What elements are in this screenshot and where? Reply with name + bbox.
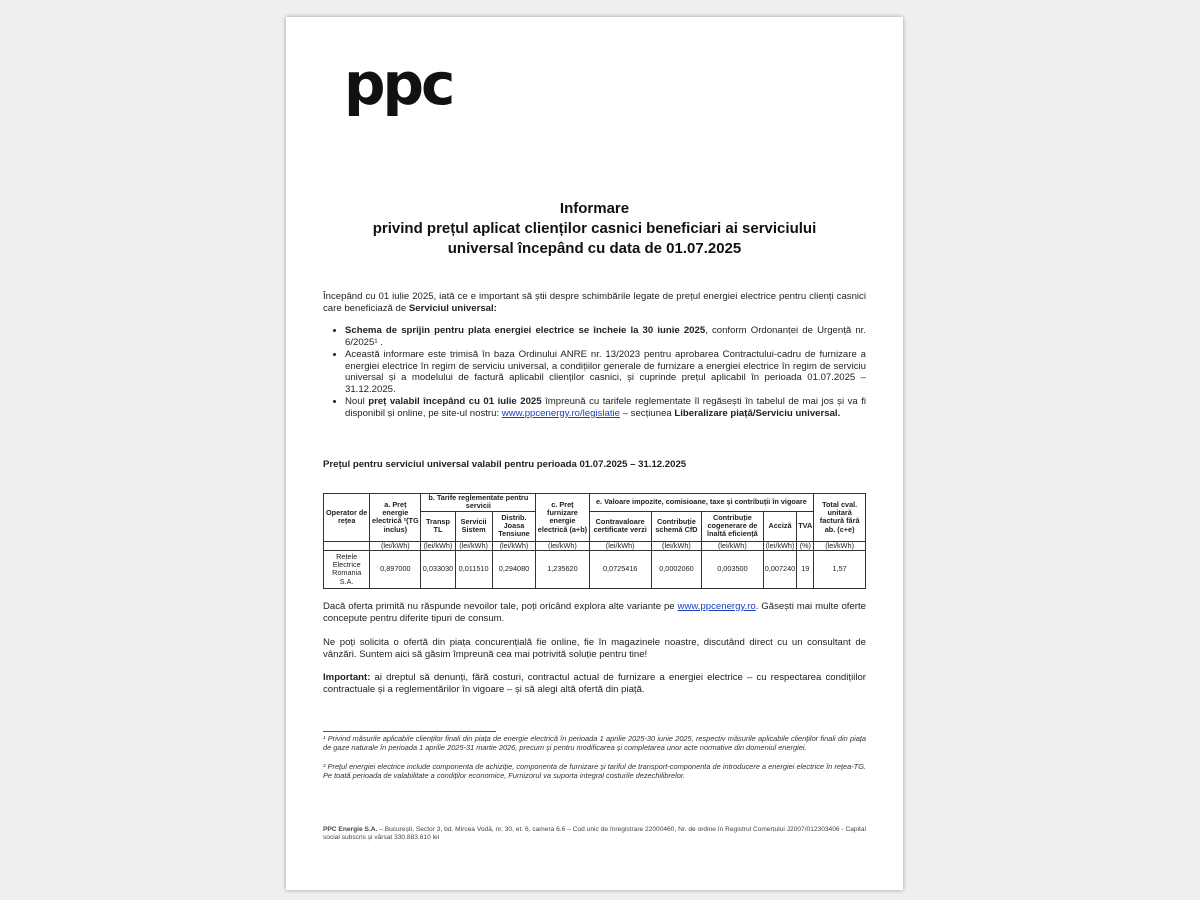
footnote-divider (323, 731, 496, 732)
contact-paragraph: Ne poți solicita o ofertă din piața concurențială fie online, fie în magazinele noastre, discutând direct cu un consultant de vânzări. Suntem aici să găsim împreună cea mai potrivită soluție pentru tine! (323, 637, 866, 660)
intro-paragraph: Începând cu 01 iulie 2025, iată ce e important să știi despre schimbările legate de prețul energiei electrice pentru clienți casnici care beneficiază de Serviciul universal: (323, 291, 866, 314)
page-title: Informare privind prețul aplicat clienților casnici beneficiari ai serviciului universal începând cu data de 01.07.2025 (372, 200, 817, 257)
footnote-2: ² Prețul energiei electrice include componenta de achiziție, componenta de furnizare și tariful de transport-componenta de introducere a energiei electrice în rețea-TG. Pe toată perioada de valabilitate a condiților economice, Furnizorul va suporta integral costurile dezechilibrelor. (323, 762, 866, 780)
bullet-item: • Această informare este trimisă în baza Ordinului ANRE nr. 13/2023 pentru aprobarea Contractului-cadru de furnizare a energiei electrice în regim de serviciu universal, a condițiilor generale de furnizare a energiei electrice în regim de serviciu universal și a modelului de factură aplicabil clienților casnici, și cuprinde prețul aplicabil în perioada 01.07.2025 – 31.12.2025. (345, 349, 866, 395)
bullet-item: • Schema de sprijin pentru plata energiei electrice se încheie la 30 iunie 2025, conform Ordonanței de Urgență nr. 6/2025¹ . (345, 325, 866, 348)
price-table: Operator de rețea a. Preț energie electrică ²(TG inclus) b. Tarife reglementate pentru servicii c. Preț furnizare energie electrică (a+b) e. Valoare impozite, comisioane, taxe și contribuții în vigoare Total cval. unitară factură fără ab. (c+e) Transp TL Servicii Sistem Distrib. Joasa Tensiune Contravaloare certificate verzi Contribuție schemă CfD Contribuție cogenerare de înaltă eficiență Acciză TVA (lei/kWh) (lei/kWh) (lei/kWh) (lei/kWh) (lei/kWh) (lei/kWh) (lei/kWh) (lei/kWh) (lei/kWh) (%) (lei/kWh) Rețele Electrice Romania S.A. 0,897000 0,033030 0,011510 0,294080 1,235620 0,0725416 0,0002060 0,003500 0,007240 19 1,57 (323, 493, 866, 589)
important-paragraph: Important: ai dreptul să denunți, fără costuri, contractul actual de furnizare a energiei electrice – cu respectarea condițiilor contractuale și a reglementărilor în vigoare – și să alegi altă ofertă din piață. (323, 672, 866, 695)
bullet-list (323, 325, 866, 420)
table-title: Prețul pentru serviciul universal valabil pentru perioada 01.07.2025 – 31.12.2025 (323, 459, 687, 470)
offer-paragraph: Dacă oferta primită nu răspunde nevoilor tale, poți oricând explora alte variante pe www.ppcenergy.ro. Găsești mai multe oferte concepute pentru diferite tipuri de consum. (323, 601, 866, 624)
footnote-1: ¹ Privind măsurile aplicabile clienților finali din piața de energie electrică în perioada 1 aprilie 2025-30 iunie 2025, respectiv măsurile aplicabile clienților finali din piața de gaze naturale în perioada 1 aprilie 2025-31 martie 2026, precum și pentru modificarea și completarea unor acte normative din domeniul energiei. (323, 734, 866, 752)
table-row: Rețele Electrice Romania S.A. 0,897000 0,033030 0,011510 0,294080 1,235620 0,0725416 0,0002060 0,003500 0,007240 19 1,57 (324, 550, 866, 588)
ppc-logo: ppc (344, 50, 453, 118)
document-page (286, 17, 903, 890)
company-footer: PPC Energie S.A. – București, Sector 3, bd. Mircea Vodă, nr. 30, et. 6, camera 6.6 – Cod unic de înregistrare 22000460, Nr. de ordine în Registrul Comerțului J2007/012303406 - Capital social subscris și vărsat 330.883.610 lei (323, 826, 866, 841)
bullet-item: • Noul preț valabil începând cu 01 iulie 2025 împreună cu tarifele reglementate îl regăsești în tabelul de mai jos și va fi disponibil și online, pe site-ul nostru: www.ppcenergy.ro/legislatie – secțiunea Liberalizare piață/Serviciu universal. (345, 396, 866, 419)
units-row: (lei/kWh) (lei/kWh) (lei/kWh) (lei/kWh) (lei/kWh) (lei/kWh) (lei/kWh) (lei/kWh) (lei/kWh) (%) (lei/kWh) (324, 541, 866, 550)
legislatie-link[interactable]: www.ppcenergy.ro/legislatie (501, 407, 620, 419)
ppcenergy-link[interactable]: www.ppcenergy.ro (677, 601, 756, 612)
